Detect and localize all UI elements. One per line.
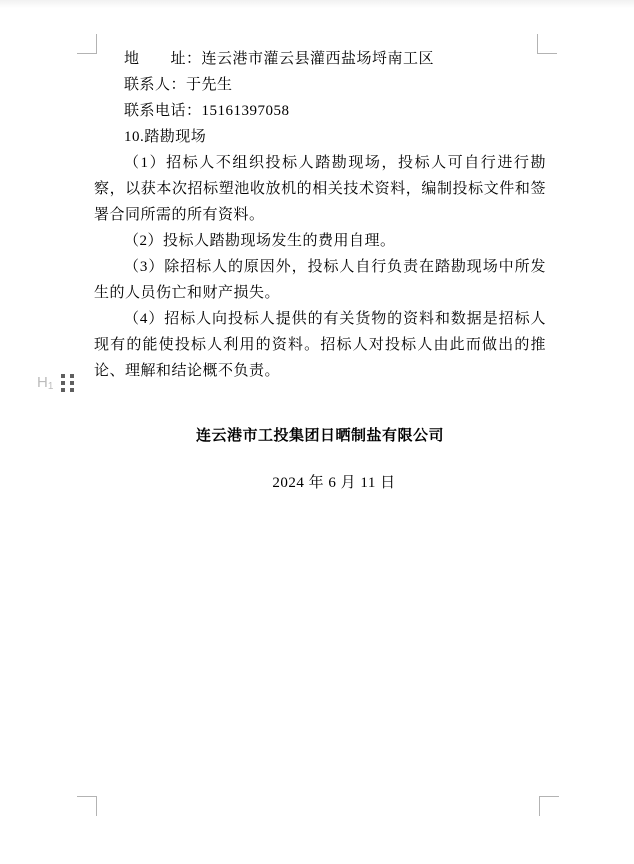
paragraph[interactable]: （2）投标人踏勘现场发生的费用自理。 [124, 233, 396, 249]
drag-dot [61, 388, 65, 392]
date-line[interactable]: 2024 年 6 月 11 日 [272, 475, 396, 491]
address-label: 地 址： [124, 51, 202, 67]
contact-person-line[interactable] [94, 72, 546, 98]
address-value: 连云港市灌云县灌西盐场埒南工区 [201, 51, 435, 67]
paragraph[interactable]: （3）除招标人的原因外，投标人自行负责在踏勘现场中所发生的人员伤亡和财产损失。 [94, 259, 546, 301]
document-body [94, 46, 546, 384]
heading-badge-letter: H [37, 373, 48, 391]
drag-dot [70, 374, 74, 378]
paragraph[interactable]: （4）招标人向投标人提供的有关货物的资料和数据是招标人现有的能使投标人利用的资料。招标人对投标人由此而做出的推论、理解和结论概不负责。 [94, 311, 546, 379]
address-line[interactable] [94, 46, 546, 72]
drag-dot [61, 381, 65, 385]
crop-mark-bottom-right [539, 796, 559, 816]
heading-badge-level: 1 [47, 380, 54, 392]
drag-handle-icon[interactable] [61, 374, 74, 392]
drag-dot [70, 388, 74, 392]
drag-dot [61, 374, 65, 378]
contact-phone-line[interactable] [94, 98, 546, 124]
drag-dot [70, 381, 74, 385]
paragraph[interactable]: （1）招标人不组织投标人踏勘现场，投标人可自行进行勘察，以获本次招标塑池收放机的相关技术资料，编制投标文件和签署合同所需的所有资料。 [94, 155, 546, 223]
contact-phone-label: 联系电话： [124, 103, 202, 119]
block-handle[interactable] [37, 374, 74, 392]
contact-phone-value: 15161397058 [201, 103, 290, 119]
company-name-line[interactable]: 连云港市工投集团日晒制盐有限公司 [195, 428, 444, 444]
crop-mark-bottom-left [77, 796, 97, 816]
page-top-edge [0, 0, 634, 8]
contact-person-value: 于先生 [186, 77, 233, 93]
contact-person-label: 联系人： [124, 77, 187, 93]
section-heading[interactable]: 10.踏勘现场 [124, 129, 207, 145]
heading-level-badge[interactable] [37, 375, 53, 392]
